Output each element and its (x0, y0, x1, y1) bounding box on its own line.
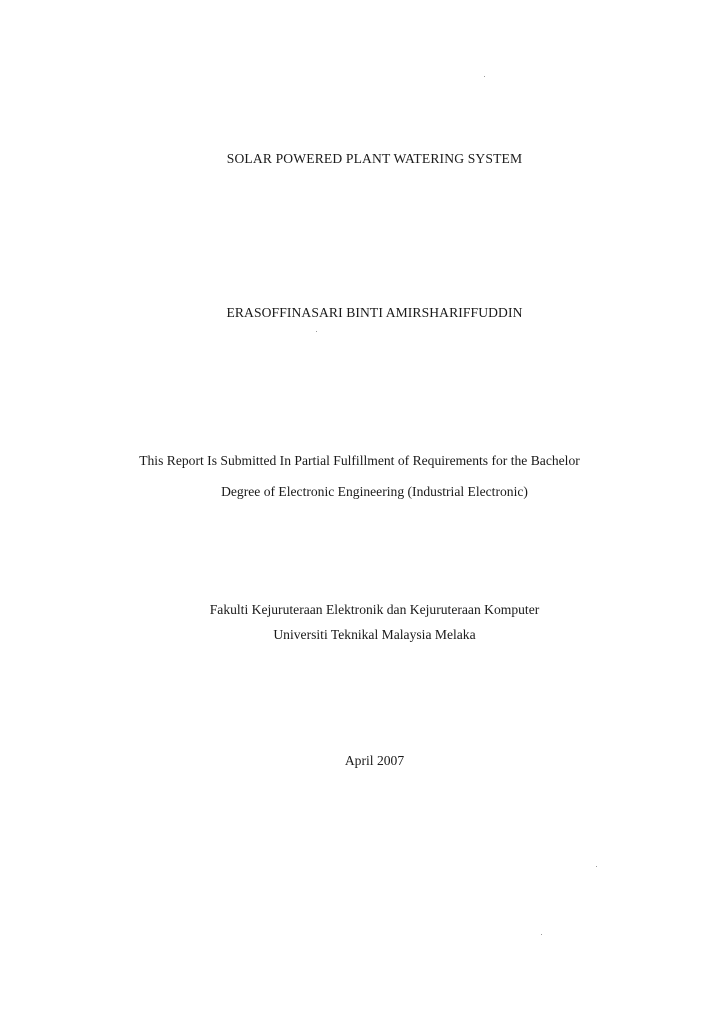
submission-date: April 2007 (344, 753, 405, 768)
scan-speck (596, 866, 597, 867)
report-title: SOLAR POWERED PLANT WATERING SYSTEM (226, 151, 523, 166)
university-name: Universiti Teknikal Malaysia Melaka (273, 627, 476, 642)
author-name: ERASOFFINASARI BINTI AMIRSHARIFFUDDIN (226, 305, 523, 320)
submission-statement-line-1: This Report Is Submitted In Partial Fulfillment of Requirements for the Bachelor (139, 453, 580, 468)
scan-speck (484, 76, 485, 77)
scan-speck (541, 934, 542, 935)
scan-speck (316, 331, 317, 332)
faculty-name: Fakulti Kejuruteraan Elektronik dan Kejuruteraan Komputer (209, 602, 540, 617)
submission-statement-line-2: Degree of Electronic Engineering (Industrial Electronic) (221, 484, 528, 499)
